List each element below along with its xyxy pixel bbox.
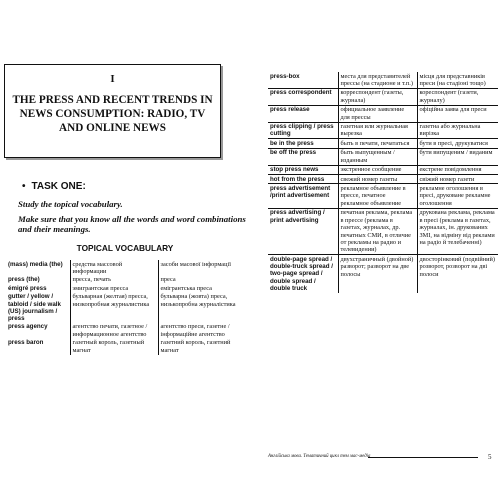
table-row — [268, 165, 498, 174]
term-cell: press-box — [268, 72, 338, 88]
page-footer — [268, 454, 498, 459]
term-cell: press advertising / print advertising — [268, 208, 338, 255]
russian-cell: средства массовой информации — [70, 260, 158, 276]
russian-cell: печатная реклама, реклама в прессе (реклама в газетах, журналах, др. печатных СМИ, в отличие от рекламы на радио и телевидении) — [338, 208, 417, 255]
table-row — [268, 148, 498, 165]
task-instructions — [18, 199, 246, 239]
russian-cell: официальное заявление для прессы — [338, 105, 417, 122]
ukrainian-cell: агентство преси, газетне / інформаційне агентство — [158, 323, 246, 339]
table-row — [6, 260, 246, 276]
table-row — [6, 284, 246, 292]
table-row — [268, 175, 498, 184]
russian-cell: агентство печати, газетное / информационное агентство — [70, 323, 158, 339]
term-cell: stop press news — [268, 165, 338, 174]
right-column — [268, 0, 500, 500]
ukrainian-cell: місця для представників преси (на стадіоні тощо) — [417, 72, 498, 88]
ukrainian-cell: екстрене повідомлення — [417, 165, 498, 174]
footer-caption: Англійська мова. Тематичний цикл тем мас-медіа — [268, 454, 371, 459]
russian-cell: свежий номер газеты — [338, 175, 417, 184]
ukrainian-cell: свіжий номер газети — [417, 175, 498, 184]
footer-rule — [368, 457, 478, 458]
table-row — [268, 88, 498, 105]
table-row — [268, 122, 498, 139]
term-cell: press correspondent — [268, 88, 338, 105]
russian-cell: экстренное сообщение — [338, 165, 417, 174]
russian-cell: газетная или журнальная вырезка — [338, 122, 417, 139]
term-cell: émigré press — [8, 284, 47, 292]
ukrainian-cell: бульварна (жовта) преса, низькопробна журналістика — [158, 293, 246, 323]
table-row — [268, 255, 498, 293]
ukrainian-cell: рекламне оголошення в пресі, друковане рекламне оголошення — [417, 184, 498, 208]
russian-cell: быть в печати, печататься — [338, 139, 417, 148]
instruction-2: Make sure that you know all the words and word combinations and their meanings. — [18, 213, 246, 235]
russian-cell: газетный король, газетный магнат — [70, 339, 158, 355]
ukrainian-cell: газетний король, газетний магнат — [158, 339, 246, 355]
russian-cell: эмигрантская пресса — [70, 284, 158, 292]
page-number: 5 — [488, 453, 492, 461]
russian-cell: пресса, печать — [70, 276, 158, 284]
russian-cell: рекламное объявление в прессе, печатное рекламное объявление — [338, 184, 417, 208]
section-title-box — [4, 64, 221, 158]
term-cell: hot from the press — [268, 175, 338, 184]
ukrainian-cell: бути в пресі, друкуватися — [417, 139, 498, 148]
term-cell: press (the) — [8, 276, 40, 284]
ukrainian-cell: газетна або журнальна вирізка — [417, 122, 498, 139]
task-label: TASK ONE: — [31, 181, 86, 192]
ukrainian-cell: офіційна заява для преси — [417, 105, 498, 122]
vocabulary-heading: TOPICAL VOCABULARY — [76, 243, 174, 253]
term-cell: be off the press — [268, 148, 338, 165]
term-cell: press clipping / press cutting — [268, 122, 338, 139]
table-row — [268, 184, 498, 208]
term-cell: press baron — [8, 339, 44, 347]
table-row — [268, 139, 498, 148]
table-row — [6, 339, 246, 355]
term-cell: press release — [268, 105, 338, 122]
term-cell: press advertisement /print advertisement — [268, 184, 338, 208]
ukrainian-cell: бути випущеним / виданим — [417, 148, 498, 165]
table-row — [268, 72, 498, 88]
term-cell: gutter / yellow / tabloid / side walk (US) journalism / press — [8, 293, 61, 323]
table-row — [6, 323, 246, 339]
table-row — [6, 276, 246, 284]
russian-cell: бульварная (желтая) пресса, низкопробная журналистика — [70, 293, 158, 323]
russian-cell: места для представителей прессы (на стадионе и т.п.) — [338, 72, 417, 88]
task-heading — [22, 181, 86, 192]
section-number: I — [110, 73, 115, 85]
ukrainian-cell: кореспондент (газети, журналу) — [417, 88, 498, 105]
russian-cell: быть выпущенным / изданным — [338, 148, 417, 165]
vocabulary-table-right — [268, 72, 498, 293]
term-cell: be in the press — [268, 139, 338, 148]
table-row — [268, 105, 498, 122]
term-cell: press agency — [8, 323, 48, 331]
table-row — [268, 208, 498, 255]
ukrainian-cell: емігрантська преса — [158, 284, 246, 292]
term-cell: double-page spread / double-truck spread / two-page spread / double spread / double truck — [270, 255, 333, 293]
bullet-icon: • — [22, 181, 26, 192]
ukrainian-cell: друкована реклама, реклама в пресі (реклама в газетах, журналах, ін. друкованих ЗМІ, на відміну від реклами на радіо й телебаченні) — [417, 208, 498, 255]
instruction-1: Study the topical vocabulary. — [18, 199, 123, 209]
term-cell: (mass) media (the) — [8, 260, 63, 268]
section-title: THE PRESS AND RECENT TRENDS IN NEWS CONSUMPTION: RADIO, TV AND ONLINE NEWS — [12, 93, 213, 134]
ukrainian-cell: двосторінковий (подвійний) розворот, розворот на дві полоси — [417, 255, 498, 293]
russian-cell: корреспондент (газеты, журнала) — [338, 88, 417, 105]
russian-cell: двухстраничный (двойной) разворот; разворот на две полосы — [338, 255, 417, 293]
ukrainian-cell: преса — [158, 276, 246, 284]
ukrainian-cell: засоби масової інформації — [158, 260, 246, 276]
table-row — [6, 293, 246, 323]
vocabulary-table-left — [6, 260, 246, 355]
